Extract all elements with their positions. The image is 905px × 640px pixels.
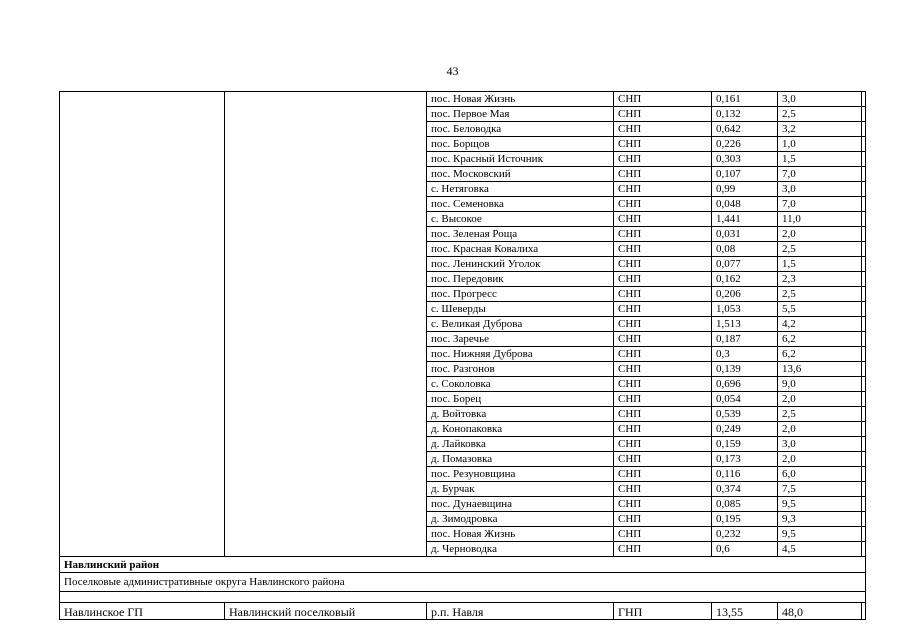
settlement-type-cell: СНП — [614, 377, 712, 392]
settlement-type-cell: СНП — [614, 302, 712, 317]
value-2-cell: 3,0 — [778, 182, 862, 197]
value-1-cell: 0,539 — [712, 407, 778, 422]
edge-cell — [862, 452, 866, 467]
settlement-type-cell: СНП — [614, 437, 712, 452]
value-1-cell: 1,513 — [712, 317, 778, 332]
value-2-cell: 13,6 — [778, 362, 862, 377]
edge-cell — [862, 497, 866, 512]
municipality-cell: Навлинское ГП — [60, 603, 225, 620]
settlement-name-cell: пос. Первое Мая — [427, 107, 614, 122]
value-1-cell: 0,054 — [712, 392, 778, 407]
value-1-cell: 0,116 — [712, 467, 778, 482]
value-1-cell: 0,107 — [712, 167, 778, 182]
value-1-cell: 0,077 — [712, 257, 778, 272]
settlement-name-cell: пос. Борец — [427, 392, 614, 407]
edge-cell — [862, 482, 866, 497]
edge-cell — [862, 272, 866, 287]
value-1-cell: 0,374 — [712, 482, 778, 497]
settlement-name-cell: д. Черноводка — [427, 542, 614, 557]
edge-cell — [862, 542, 866, 557]
settlement-name-cell: пос. Зеленая Роща — [427, 227, 614, 242]
settlement-type-cell: СНП — [614, 122, 712, 137]
value-1-cell: 0,08 — [712, 242, 778, 257]
value-1-cell: 0,696 — [712, 377, 778, 392]
settlement-name-cell: пос. Новая Жизнь — [427, 92, 614, 107]
settlement-type-cell: СНП — [614, 482, 712, 497]
settlement-name-cell: с. Шеверды — [427, 302, 614, 317]
settlement-type-cell: СНП — [614, 542, 712, 557]
value-1-cell: 0,162 — [712, 272, 778, 287]
edge-cell — [862, 302, 866, 317]
value-1-cell: 0,249 — [712, 422, 778, 437]
value-2-cell: 2,0 — [778, 392, 862, 407]
value-2-cell: 9,0 — [778, 377, 862, 392]
value-2-cell: 48,0 — [778, 603, 862, 620]
value-1-cell: 0,303 — [712, 152, 778, 167]
district-cell — [225, 92, 427, 557]
value-1-cell: 13,55 — [712, 603, 778, 620]
settlement-name-cell: пос. Ленинский Уголок — [427, 257, 614, 272]
settlement-type-cell: СНП — [614, 512, 712, 527]
value-2-cell: 1,5 — [778, 152, 862, 167]
subsection-row — [60, 573, 866, 592]
edge-cell — [862, 227, 866, 242]
edge-cell — [862, 362, 866, 377]
settlement-name-cell: д. Конопаковка — [427, 422, 614, 437]
value-2-cell: 3,0 — [778, 437, 862, 452]
settlement-type-cell: СНП — [614, 212, 712, 227]
settlement-name-cell: д. Лайковка — [427, 437, 614, 452]
settlement-type-cell: СНП — [614, 227, 712, 242]
settlement-name-cell: д. Зимодровка — [427, 512, 614, 527]
settlement-name-cell: пос. Борщов — [427, 137, 614, 152]
settlement-type-cell: СНП — [614, 497, 712, 512]
edge-cell — [862, 332, 866, 347]
value-2-cell: 2,5 — [778, 287, 862, 302]
section-row — [60, 557, 866, 573]
settlement-type-cell: СНП — [614, 467, 712, 482]
value-2-cell: 2,0 — [778, 422, 862, 437]
settlement-name-cell: д. Помазовка — [427, 452, 614, 467]
value-2-cell: 7,0 — [778, 197, 862, 212]
value-1-cell: 0,3 — [712, 347, 778, 362]
edge-cell — [862, 137, 866, 152]
settlement-type-cell: СНП — [614, 272, 712, 287]
value-2-cell: 6,2 — [778, 347, 862, 362]
page-number: 43 — [446, 64, 459, 78]
settlement-name-cell: пос. Дунаевщина — [427, 497, 614, 512]
edge-cell — [862, 467, 866, 482]
settlement-name-cell: с. Соколовка — [427, 377, 614, 392]
municipality-cell — [60, 92, 225, 557]
edge-cell — [862, 167, 866, 182]
settlement-name-cell: д. Войтовка — [427, 407, 614, 422]
settlement-name-cell: с. Великая Дуброва — [427, 317, 614, 332]
settlement-type-cell: СНП — [614, 167, 712, 182]
value-1-cell: 0,187 — [712, 332, 778, 347]
settlement-type-cell: СНП — [614, 152, 712, 167]
settlements-table — [59, 91, 866, 620]
value-2-cell: 5,5 — [778, 302, 862, 317]
edge-cell — [862, 197, 866, 212]
value-2-cell: 11,0 — [778, 212, 862, 227]
value-2-cell: 9,5 — [778, 527, 862, 542]
value-1-cell: 1,053 — [712, 302, 778, 317]
settlement-type-cell: СНП — [614, 392, 712, 407]
settlement-name-cell: пос. Красная Ковалиха — [427, 242, 614, 257]
edge-cell — [862, 152, 866, 167]
settlement-name-cell: пос. Семеновка — [427, 197, 614, 212]
subsection-title: Поселковые административные округа Навлинского района — [60, 573, 866, 592]
settlement-type-cell: СНП — [614, 347, 712, 362]
value-1-cell: 0,206 — [712, 287, 778, 302]
settlement-type-cell: СНП — [614, 92, 712, 107]
spacer-row — [60, 592, 866, 603]
edge-cell — [862, 242, 866, 257]
value-1-cell: 0,195 — [712, 512, 778, 527]
value-1-cell: 0,99 — [712, 182, 778, 197]
value-2-cell: 7,0 — [778, 167, 862, 182]
edge-cell — [862, 107, 866, 122]
edge-cell — [862, 92, 866, 107]
value-2-cell: 6,2 — [778, 332, 862, 347]
section-title: Навлинский район — [60, 557, 866, 573]
settlement-type-cell: СНП — [614, 332, 712, 347]
edge-cell — [862, 422, 866, 437]
settlement-type-cell: СНП — [614, 317, 712, 332]
settlement-type-cell: СНП — [614, 362, 712, 377]
value-1-cell: 0,159 — [712, 437, 778, 452]
settlement-name-cell: пос. Красный Источник — [427, 152, 614, 167]
value-1-cell: 1,441 — [712, 212, 778, 227]
settlement-name-cell: пос. Новая Жизнь — [427, 527, 614, 542]
edge-cell — [862, 287, 866, 302]
settlement-type-cell: СНП — [614, 407, 712, 422]
value-1-cell: 0,031 — [712, 227, 778, 242]
settlement-type-cell: СНП — [614, 527, 712, 542]
settlement-name-cell: д. Бурчак — [427, 482, 614, 497]
value-2-cell: 2,3 — [778, 272, 862, 287]
settlement-type-cell: СНП — [614, 242, 712, 257]
settlement-type-cell: СНП — [614, 257, 712, 272]
district-cell: Навлинский поселковый — [225, 603, 427, 620]
edge-cell — [862, 122, 866, 137]
value-1-cell: 0,226 — [712, 137, 778, 152]
settlement-name-cell: пос. Прогресс — [427, 287, 614, 302]
settlement-name-cell: пос. Беловодка — [427, 122, 614, 137]
spacer-cell — [60, 592, 866, 603]
settlement-name-cell: пос. Заречье — [427, 332, 614, 347]
value-2-cell: 3,2 — [778, 122, 862, 137]
settlement-type-cell: СНП — [614, 422, 712, 437]
settlement-name-cell: пос. Московский — [427, 167, 614, 182]
edge-cell — [862, 407, 866, 422]
settlement-type-cell: СНП — [614, 107, 712, 122]
value-2-cell: 1,5 — [778, 257, 862, 272]
value-2-cell: 2,5 — [778, 407, 862, 422]
edge-cell — [862, 512, 866, 527]
edge-cell — [862, 212, 866, 227]
value-1-cell: 0,085 — [712, 497, 778, 512]
edge-cell — [862, 527, 866, 542]
value-2-cell: 2,0 — [778, 452, 862, 467]
settlement-name-cell: с. Высокое — [427, 212, 614, 227]
settlement-name-cell: пос. Нижняя Дуброва — [427, 347, 614, 362]
value-2-cell: 2,5 — [778, 242, 862, 257]
value-1-cell: 0,232 — [712, 527, 778, 542]
value-1-cell: 0,161 — [712, 92, 778, 107]
table-row — [60, 92, 866, 107]
edge-cell — [862, 392, 866, 407]
settlement-name-cell: пос. Разгонов — [427, 362, 614, 377]
edge-cell — [862, 603, 866, 620]
value-2-cell: 3,0 — [778, 92, 862, 107]
value-2-cell: 2,5 — [778, 107, 862, 122]
table-row — [60, 603, 866, 620]
settlement-type-cell: СНП — [614, 452, 712, 467]
edge-cell — [862, 182, 866, 197]
settlement-name-cell: р.п. Навля — [427, 603, 614, 620]
settlement-type-cell: СНП — [614, 287, 712, 302]
value-1-cell: 0,048 — [712, 197, 778, 212]
value-2-cell: 1,0 — [778, 137, 862, 152]
value-2-cell: 9,3 — [778, 512, 862, 527]
value-2-cell: 4,2 — [778, 317, 862, 332]
value-1-cell: 0,132 — [712, 107, 778, 122]
settlement-name-cell: с. Нетяговка — [427, 182, 614, 197]
value-2-cell: 6,0 — [778, 467, 862, 482]
value-2-cell: 4,5 — [778, 542, 862, 557]
settlement-type-cell: СНП — [614, 137, 712, 152]
settlement-type-cell: СНП — [614, 197, 712, 212]
edge-cell — [862, 257, 866, 272]
edge-cell — [862, 347, 866, 362]
value-1-cell: 0,6 — [712, 542, 778, 557]
value-1-cell: 0,173 — [712, 452, 778, 467]
value-2-cell: 9,5 — [778, 497, 862, 512]
edge-cell — [862, 377, 866, 392]
settlement-type-cell: СНП — [614, 182, 712, 197]
edge-cell — [862, 437, 866, 452]
value-1-cell: 0,139 — [712, 362, 778, 377]
value-2-cell: 7,5 — [778, 482, 862, 497]
value-1-cell: 0,642 — [712, 122, 778, 137]
settlement-type-cell: ГНП — [614, 603, 712, 620]
settlement-name-cell: пос. Передовик — [427, 272, 614, 287]
value-2-cell: 2,0 — [778, 227, 862, 242]
edge-cell — [862, 317, 866, 332]
settlement-name-cell: пос. Резуновщина — [427, 467, 614, 482]
